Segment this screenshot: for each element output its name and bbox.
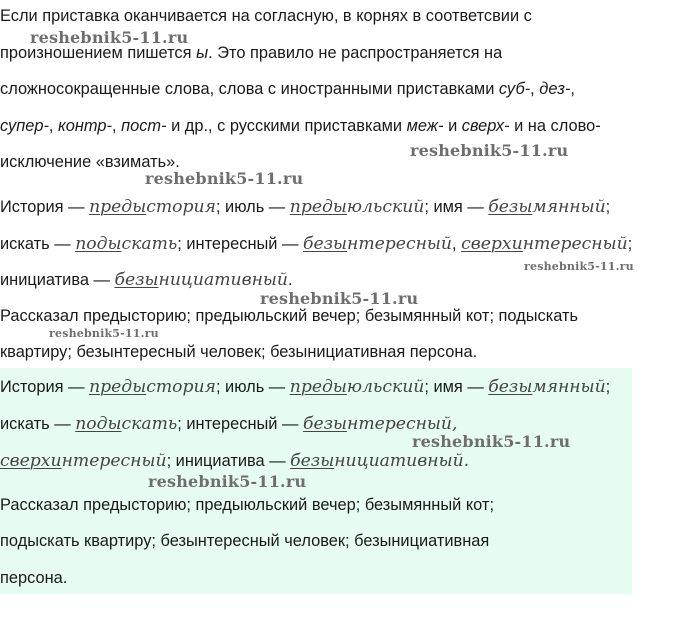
- prefix-underlined: сверх: [461, 234, 512, 254]
- prefix-underlined: под: [75, 234, 108, 254]
- word-rest: нтересный: [61, 451, 167, 471]
- exercise-text: ;: [627, 235, 633, 253]
- word-rest: нициативный: [158, 270, 288, 290]
- exercise-text: ; июль —: [215, 198, 290, 216]
- vowel-underlined: ы: [518, 197, 533, 217]
- prefix-underlined: без: [302, 414, 334, 434]
- rule-letter-y: ы: [196, 44, 209, 62]
- vowel-underlined: ы: [107, 234, 122, 254]
- handwritten-word: [488, 197, 605, 217]
- handwritten-word: [0, 451, 167, 471]
- watermark: reshebnik5-11.ru: [260, 289, 419, 308]
- vowel-underlined: ы: [132, 197, 147, 217]
- exercise-line-3: [0, 270, 293, 290]
- prefix-mezh: меж-: [406, 117, 444, 135]
- watermark: reshebnik5-11.ru: [145, 169, 304, 188]
- prefix-underlined: пред: [289, 377, 333, 397]
- handwritten-word: [290, 451, 464, 471]
- handwritten-word: [461, 234, 628, 254]
- prefix-underlined: без: [290, 451, 321, 471]
- word-rest: нтересный: [522, 234, 628, 254]
- exercise-text: искать —: [0, 235, 76, 253]
- word-rest: нтересный: [347, 234, 452, 254]
- exercise-text: ;: [605, 198, 611, 216]
- handwritten-word: [89, 377, 216, 397]
- answer-sentence-line-1: [0, 496, 494, 515]
- rule-text: ,: [48, 117, 59, 135]
- prefix-dez: дез-: [539, 80, 571, 98]
- prefix-underlined: под: [75, 414, 108, 434]
- answer-text: ; инициатива —: [166, 452, 291, 470]
- prefix-underlined: сверх: [0, 451, 51, 471]
- watermark: reshebnik5-11.ru: [412, 432, 571, 451]
- vowel-underlined: ы: [107, 414, 122, 434]
- exercise-text: История —: [0, 198, 90, 216]
- rule-line-3: [0, 80, 575, 99]
- handwritten-word: [303, 234, 452, 254]
- exercise-line-1: [0, 197, 610, 217]
- handwritten-word: [114, 270, 288, 290]
- word-rest: мянный: [532, 377, 606, 397]
- answer-sentence-line-2: [0, 532, 489, 551]
- rule-text: и др., с русскими приставками: [166, 117, 407, 135]
- handwritten-word: [488, 377, 605, 397]
- handwritten-word: [303, 414, 452, 434]
- answer-line-2: [0, 414, 457, 434]
- vowel-underlined: ы: [332, 377, 347, 397]
- prefix-underlined: пред: [89, 197, 133, 217]
- prefix-super: супер-: [0, 117, 49, 135]
- answer-sentence: персона.: [0, 569, 68, 587]
- prefix-underlined: пред: [289, 197, 333, 217]
- exercise-text: инициатива —: [0, 271, 115, 289]
- answer-text: ,: [452, 414, 458, 434]
- prefix-sub: суб-: [498, 80, 531, 98]
- answer-text: ; имя —: [424, 378, 489, 396]
- prefix-underlined: пред: [89, 377, 133, 397]
- watermark: reshebnik5-11.ru: [30, 28, 189, 47]
- word-rest: стория: [146, 377, 216, 397]
- handwritten-word: [75, 414, 177, 434]
- rule-text: ,: [530, 80, 540, 98]
- watermark: reshebnik5-11.ru: [148, 472, 307, 491]
- vowel-underlined: ы: [320, 451, 335, 471]
- answer-text: ; интересный —: [177, 415, 303, 433]
- answer-text: История —: [0, 378, 90, 396]
- rule-text: произношением пишется: [0, 44, 197, 62]
- answer-line-3: [0, 451, 469, 471]
- word-rest: нтересный: [347, 414, 452, 434]
- vowel-underlined: ы: [333, 234, 348, 254]
- answer-text: искать —: [0, 415, 76, 433]
- vowel-underlined: и: [511, 234, 523, 254]
- word-rest: нициативный: [334, 451, 464, 471]
- handwritten-word: [290, 377, 425, 397]
- answer-highlight-box: [0, 368, 632, 594]
- exercise-text: ,: [452, 235, 462, 253]
- word-rest: скать: [121, 234, 178, 254]
- handwritten-word: [290, 197, 425, 217]
- exercise-sentence: квартиру; безынтересный человек; безынициативная персона.: [0, 343, 478, 361]
- exercise-line-2: [0, 234, 632, 254]
- exercise-text: .: [287, 271, 293, 289]
- word-rest: мянный: [532, 197, 606, 217]
- prefix-underlined: без: [114, 270, 145, 290]
- answer-sentence-line-3: [0, 569, 67, 588]
- vowel-underlined: ы: [144, 270, 159, 290]
- answer-sentence: подыскать квартиру; безынтересный человек; безынициативная: [0, 532, 490, 550]
- vowel-underlined: ы: [518, 377, 533, 397]
- rule-text: . Это правило не распространяется на: [208, 44, 503, 62]
- prefix-underlined: без: [488, 377, 519, 397]
- exercise-sentence: Рассказал предысторию; предыюльский вечер; безымянный кот; подыскать: [0, 307, 579, 325]
- prefix-underlined: без: [488, 197, 519, 217]
- vowel-underlined: ы: [132, 377, 147, 397]
- watermark: reshebnik5-11.ru: [524, 260, 634, 273]
- watermark: reshebnik5-11.ru: [410, 141, 569, 160]
- word-rest: скать: [121, 414, 178, 434]
- word-rest: юльский: [346, 197, 425, 217]
- answer-text: .: [463, 451, 470, 471]
- answer-text: ;: [605, 378, 611, 396]
- exercise-text: ; интересный —: [177, 235, 303, 253]
- vowel-underlined: ы: [332, 197, 347, 217]
- vowel-underlined: ы: [333, 414, 348, 434]
- vowel-underlined: и: [50, 451, 62, 471]
- prefix-underlined: без: [302, 234, 334, 254]
- rule-text: и на слово-: [509, 117, 601, 135]
- answer-line-1: [0, 377, 610, 397]
- handwritten-word: [89, 197, 216, 217]
- exercise-text: ; имя —: [424, 198, 489, 216]
- word-rest: юльский: [346, 377, 425, 397]
- rule-text: исключение «взимать».: [0, 153, 180, 171]
- rule-text: Если приставка оканчивается на согласную, в корнях в соответсвии с: [0, 7, 532, 25]
- rule-line-4: [0, 117, 601, 136]
- watermark: reshebnik5-11.ru: [49, 327, 159, 340]
- exercise-sentence-line-2: [0, 343, 477, 362]
- prefix-post: пост-: [121, 117, 167, 135]
- rule-line-1: [0, 7, 532, 26]
- exercise-sentence-line-1: [0, 307, 578, 326]
- rule-text: сложносокращенные слова, слова с иностранными приставками: [0, 80, 499, 98]
- prefix-sverh: сверх-: [461, 117, 510, 135]
- answer-sentence: Рассказал предысторию; предыюльский вечер; безымянный кот;: [0, 496, 494, 514]
- rule-text: ,: [111, 117, 122, 135]
- prefix-kontr: контр-: [58, 117, 112, 135]
- rule-text: и: [443, 117, 462, 135]
- answer-text: ; июль —: [215, 378, 290, 396]
- word-rest: стория: [146, 197, 216, 217]
- handwritten-word: [75, 234, 177, 254]
- rule-text: ,: [570, 80, 575, 98]
